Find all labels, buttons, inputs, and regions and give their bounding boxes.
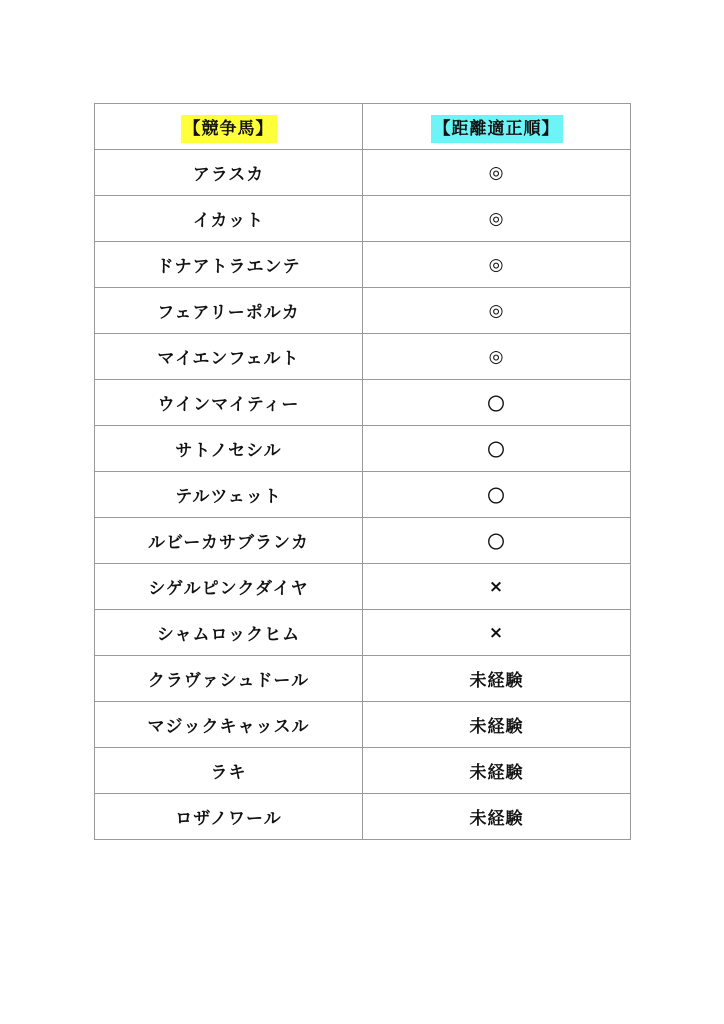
- table-row: [95, 610, 631, 656]
- table-row: [95, 196, 631, 242]
- rating-cell: ×: [363, 610, 631, 656]
- horse-name-cell: シゲルピンクダイヤ: [95, 564, 363, 610]
- rating-cell: 未経験: [363, 794, 631, 840]
- rating-cell: ◎: [363, 334, 631, 380]
- header-horse-label: 【競争馬】: [181, 115, 277, 143]
- horse-name-cell: サトノセシル: [95, 426, 363, 472]
- horse-name-cell: ルビーカサブランカ: [95, 518, 363, 564]
- rating-cell: 未経験: [363, 702, 631, 748]
- table-row: [95, 702, 631, 748]
- horse-name-cell: シャムロックヒム: [95, 610, 363, 656]
- table-row: [95, 242, 631, 288]
- header-row: [95, 104, 631, 150]
- table-row: [95, 794, 631, 840]
- header-cell-distance: [363, 104, 631, 150]
- table-row: [95, 150, 631, 196]
- rating-cell: 〇: [363, 426, 631, 472]
- horse-name-cell: マジックキャッスル: [95, 702, 363, 748]
- rating-cell: ◎: [363, 288, 631, 334]
- table-row: [95, 656, 631, 702]
- distance-aptitude-table: [94, 103, 631, 840]
- header-distance-label: 【距離適正順】: [431, 115, 563, 143]
- rating-cell: 〇: [363, 380, 631, 426]
- rating-cell: ◎: [363, 242, 631, 288]
- table-row: [95, 564, 631, 610]
- horse-name-cell: ウインマイティー: [95, 380, 363, 426]
- horse-name-cell: クラヴァシュドール: [95, 656, 363, 702]
- rating-cell: ◎: [363, 150, 631, 196]
- horse-name-cell: イカット: [95, 196, 363, 242]
- table-row: [95, 380, 631, 426]
- document-page: [94, 103, 630, 840]
- table-row: [95, 472, 631, 518]
- table-row: [95, 334, 631, 380]
- horse-name-cell: マイエンフェルト: [95, 334, 363, 380]
- table-row: [95, 288, 631, 334]
- horse-name-cell: アラスカ: [95, 150, 363, 196]
- table-row: [95, 748, 631, 794]
- table-row: [95, 426, 631, 472]
- rating-cell: 〇: [363, 518, 631, 564]
- table-row: [95, 518, 631, 564]
- horse-name-cell: ロザノワール: [95, 794, 363, 840]
- rating-cell: ×: [363, 564, 631, 610]
- rating-cell: 未経験: [363, 656, 631, 702]
- horse-name-cell: テルツェット: [95, 472, 363, 518]
- horse-name-cell: ドナアトラエンテ: [95, 242, 363, 288]
- horse-name-cell: ラキ: [95, 748, 363, 794]
- rating-cell: 未経験: [363, 748, 631, 794]
- horse-name-cell: フェアリーポルカ: [95, 288, 363, 334]
- header-cell-horse: [95, 104, 363, 150]
- rating-cell: 〇: [363, 472, 631, 518]
- rating-cell: ◎: [363, 196, 631, 242]
